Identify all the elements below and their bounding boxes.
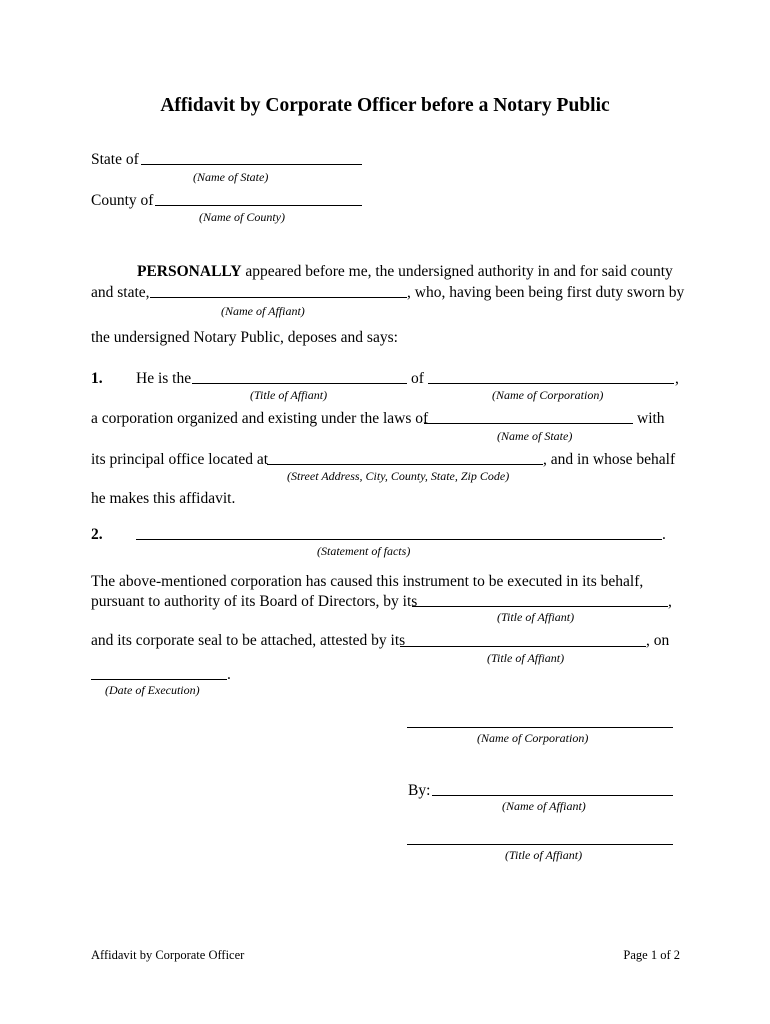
signature-title-field[interactable] [407,844,673,845]
item-1-with: with [637,410,665,427]
incorporation-state-caption: (Name of State) [497,429,573,443]
intro-line-2-end: , who, having been being first duty sworn by [407,284,685,301]
signature-affiant-caption: (Name of Affiant) [502,799,586,813]
item-1-number: 1. [91,370,103,387]
state-field[interactable] [141,164,362,165]
item-1-comma: , [675,370,679,387]
intro-line-3: the undersigned Notary Public, deposes and says: [91,329,398,346]
footer-title: Affidavit by Corporate Officer [91,948,245,962]
document-title: Affidavit by Corporate Officer before a Notary Public [160,95,610,116]
execution-date-field[interactable] [91,679,227,680]
attester-title-caption: (Title of Affiant) [487,651,565,665]
affiant-name-field[interactable] [150,297,407,298]
closing-date-end: . [227,666,231,683]
signature-title-caption: (Title of Affiant) [505,848,583,862]
board-title-field[interactable] [412,606,668,607]
board-title-caption: (Title of Affiant) [497,610,575,624]
incorporation-state-field[interactable] [424,423,633,424]
item-2-period: . [662,526,666,543]
closing-line-2: pursuant to authority of its Board of Directors, by its [91,593,418,610]
corporation-name-caption: (Name of Corporation) [492,388,604,402]
county-label: County of [91,192,154,209]
item-1-he-is-the: He is the [136,370,192,387]
affiant-name-caption: (Name of Affiant) [221,304,305,318]
intro-line-2-start: and state, [91,284,150,301]
state-label: State of [91,151,139,168]
item-1-makes-text: he makes this affidavit. [91,490,236,507]
item-1-behalf-text: , and in whose behalf [543,451,676,468]
county-caption: (Name of County) [199,210,285,224]
intro-line-1-rest: appeared before me, the undersigned authority in and for said county [245,263,673,280]
closing-line-2-end: , [668,593,672,610]
item-1-of: of [411,370,424,387]
item-1-laws-text: a corporation organized and existing under the laws of [91,410,429,427]
item-1-office-text: its principal office located at [91,451,269,468]
footer-page-number: Page 1 of 2 [623,948,680,962]
signature-corporation-caption: (Name of Corporation) [477,731,589,745]
item-2-number: 2. [91,526,103,543]
corporation-name-field[interactable] [428,383,674,384]
office-address-caption: (Street Address, City, County, State, Zip Code) [287,469,510,483]
signature-affiant-field[interactable] [432,795,673,796]
execution-date-caption: (Date of Execution) [105,683,200,697]
affiant-title-caption: (Title of Affiant) [250,388,328,402]
statement-of-facts-field[interactable] [136,539,662,540]
signature-by-label: By: [408,782,431,799]
intro-line-1 [137,263,673,281]
signature-corporation-field[interactable] [407,727,673,728]
closing-on: , on [646,632,670,649]
statement-of-facts-caption: (Statement of facts) [317,544,411,558]
office-address-field[interactable] [267,464,543,465]
attester-title-field[interactable] [400,646,646,647]
state-caption: (Name of State) [193,170,269,184]
intro-bold-word: PERSONALLY [137,263,242,280]
affiant-title-field[interactable] [192,383,407,384]
closing-line-1: The above-mentioned corporation has caused this instrument to be executed in its behalf, [91,573,644,590]
county-field[interactable] [155,205,362,206]
closing-seal-text: and its corporate seal to be attached, attested by its [91,632,406,649]
